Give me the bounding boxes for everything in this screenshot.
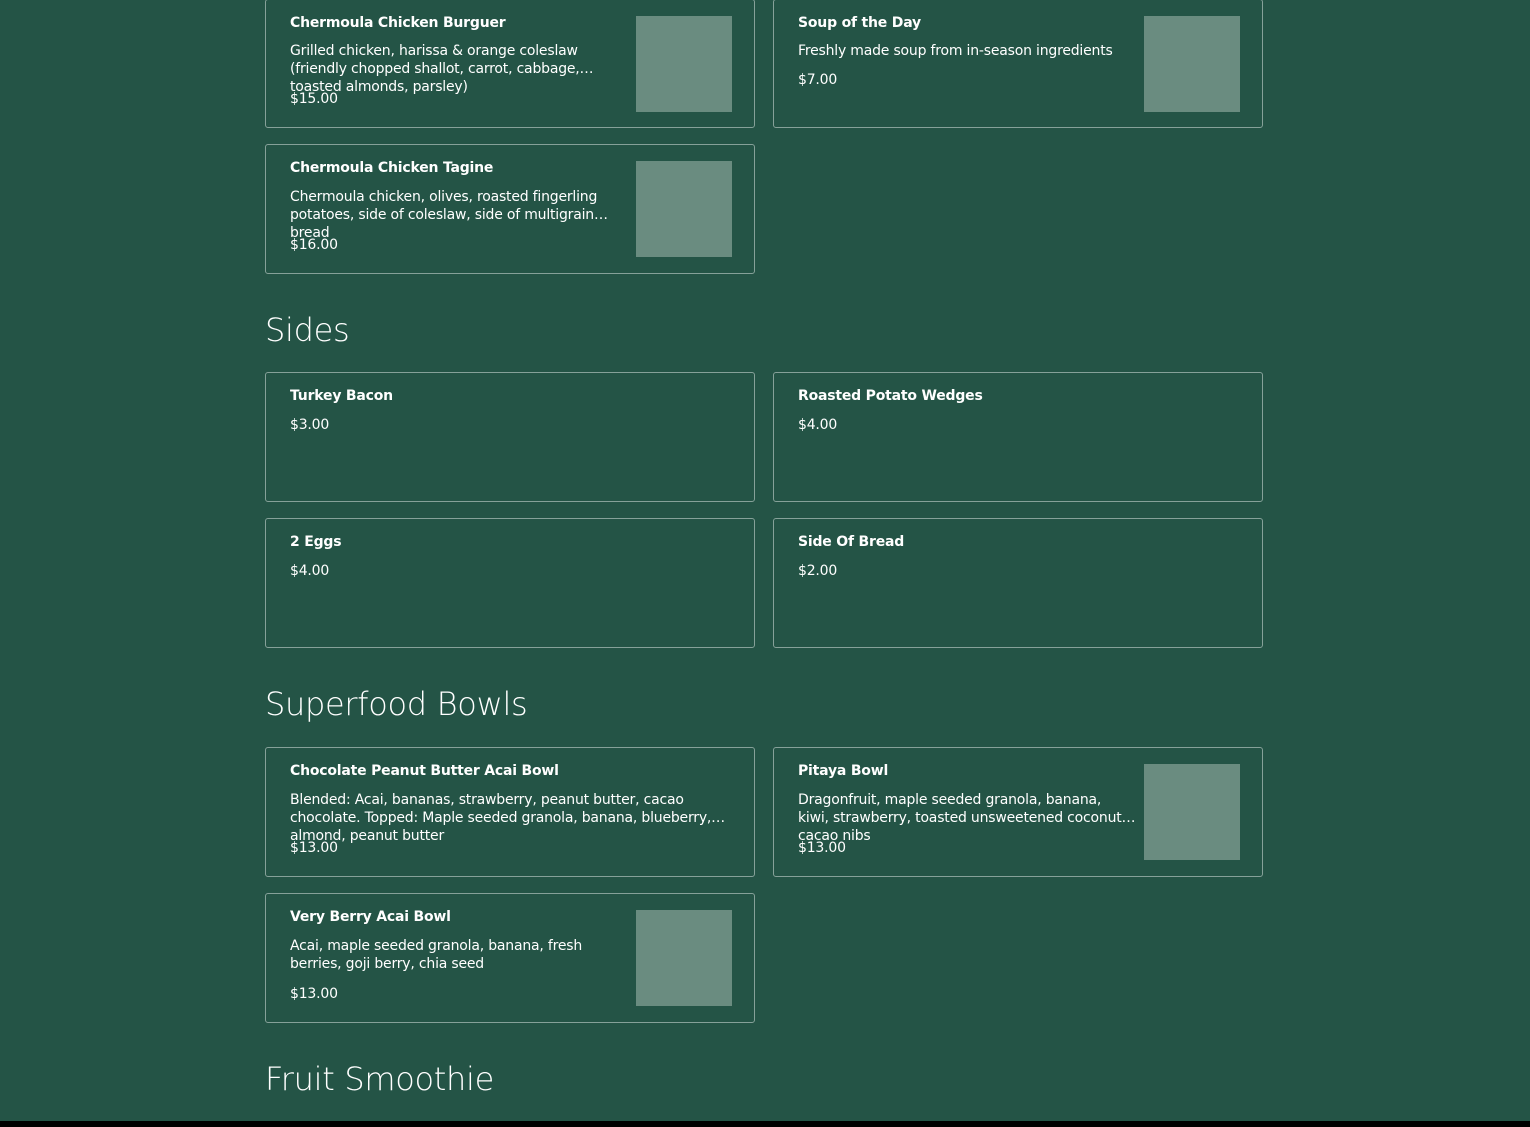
section-title-fruit-smoothie: Fruit Smoothie: [265, 1060, 494, 1098]
item-price: $13.00: [290, 986, 338, 1002]
menu-item-card[interactable]: [265, 747, 755, 877]
item-name: Soup of the Day: [798, 15, 921, 31]
item-name: 2 Eggs: [290, 534, 342, 550]
item-name: Pitaya Bowl: [798, 763, 889, 779]
item-image: [636, 16, 732, 112]
item-price: $13.00: [290, 840, 338, 856]
section-title-superfood-bowls: Superfood Bowls: [265, 685, 528, 723]
section-title-sides: Sides: [265, 311, 350, 349]
item-price: $2.00: [798, 563, 838, 579]
item-name: Chermoula Chicken Tagine: [290, 160, 494, 176]
item-price: $4.00: [290, 563, 330, 579]
menu-item-card[interactable]: [265, 893, 755, 1023]
item-name: Very Berry Acai Bowl: [290, 909, 451, 925]
item-description: Grilled chicken, harissa & orange coleslaw (friendly chopped shallot, carrot, cabbage, toasted almonds, parsley): [290, 43, 580, 95]
menu-item-card[interactable]: [265, 144, 755, 274]
item-name: Side Of Bread: [798, 534, 905, 550]
item-price: $15.00: [290, 91, 338, 107]
bottom-edge-bar: [0, 1121, 1530, 1127]
item-price: $13.00: [798, 840, 846, 856]
item-description: Blended: Acai, bananas, strawberry, peanut butter, cacao chocolate. Topped: Maple seeded granola, banana, blueberry, almond, peanut butter: [290, 792, 712, 844]
item-image: [1144, 764, 1240, 860]
menu-item-card[interactable]: [265, 518, 755, 648]
item-description: Chermoula chicken, olives, roasted fingerling potatoes, side of coleslaw, side of multigrain bread: [290, 189, 598, 241]
menu-item-card[interactable]: [773, 372, 1263, 502]
menu-item-card[interactable]: [773, 747, 1263, 877]
item-name: Chocolate Peanut Butter Acai Bowl: [290, 763, 559, 779]
menu-item-card[interactable]: [265, 372, 755, 502]
item-image: [636, 161, 732, 257]
menu-item-card[interactable]: [773, 0, 1263, 128]
item-name: Chermoula Chicken Burguer: [290, 15, 506, 31]
item-description: Dragonfruit, maple seeded granola, banana, kiwi, strawberry, toasted unsweetened coconut, cacao nibs: [798, 792, 1126, 844]
item-description: Acai, maple seeded granola, banana, fresh berries, goji berry, chia seed: [290, 938, 583, 972]
menu-item-card[interactable]: [265, 0, 755, 128]
item-price: $3.00: [290, 417, 330, 433]
menu-item-card[interactable]: [773, 518, 1263, 648]
item-name: Roasted Potato Wedges: [798, 388, 983, 404]
item-price: $16.00: [290, 237, 338, 253]
item-name: Turkey Bacon: [290, 388, 393, 404]
item-price: $4.00: [798, 417, 838, 433]
item-price: $7.00: [798, 72, 838, 88]
item-image: [636, 910, 732, 1006]
item-image: [1144, 16, 1240, 112]
item-description: Freshly made soup from in-season ingredients: [798, 43, 1113, 59]
